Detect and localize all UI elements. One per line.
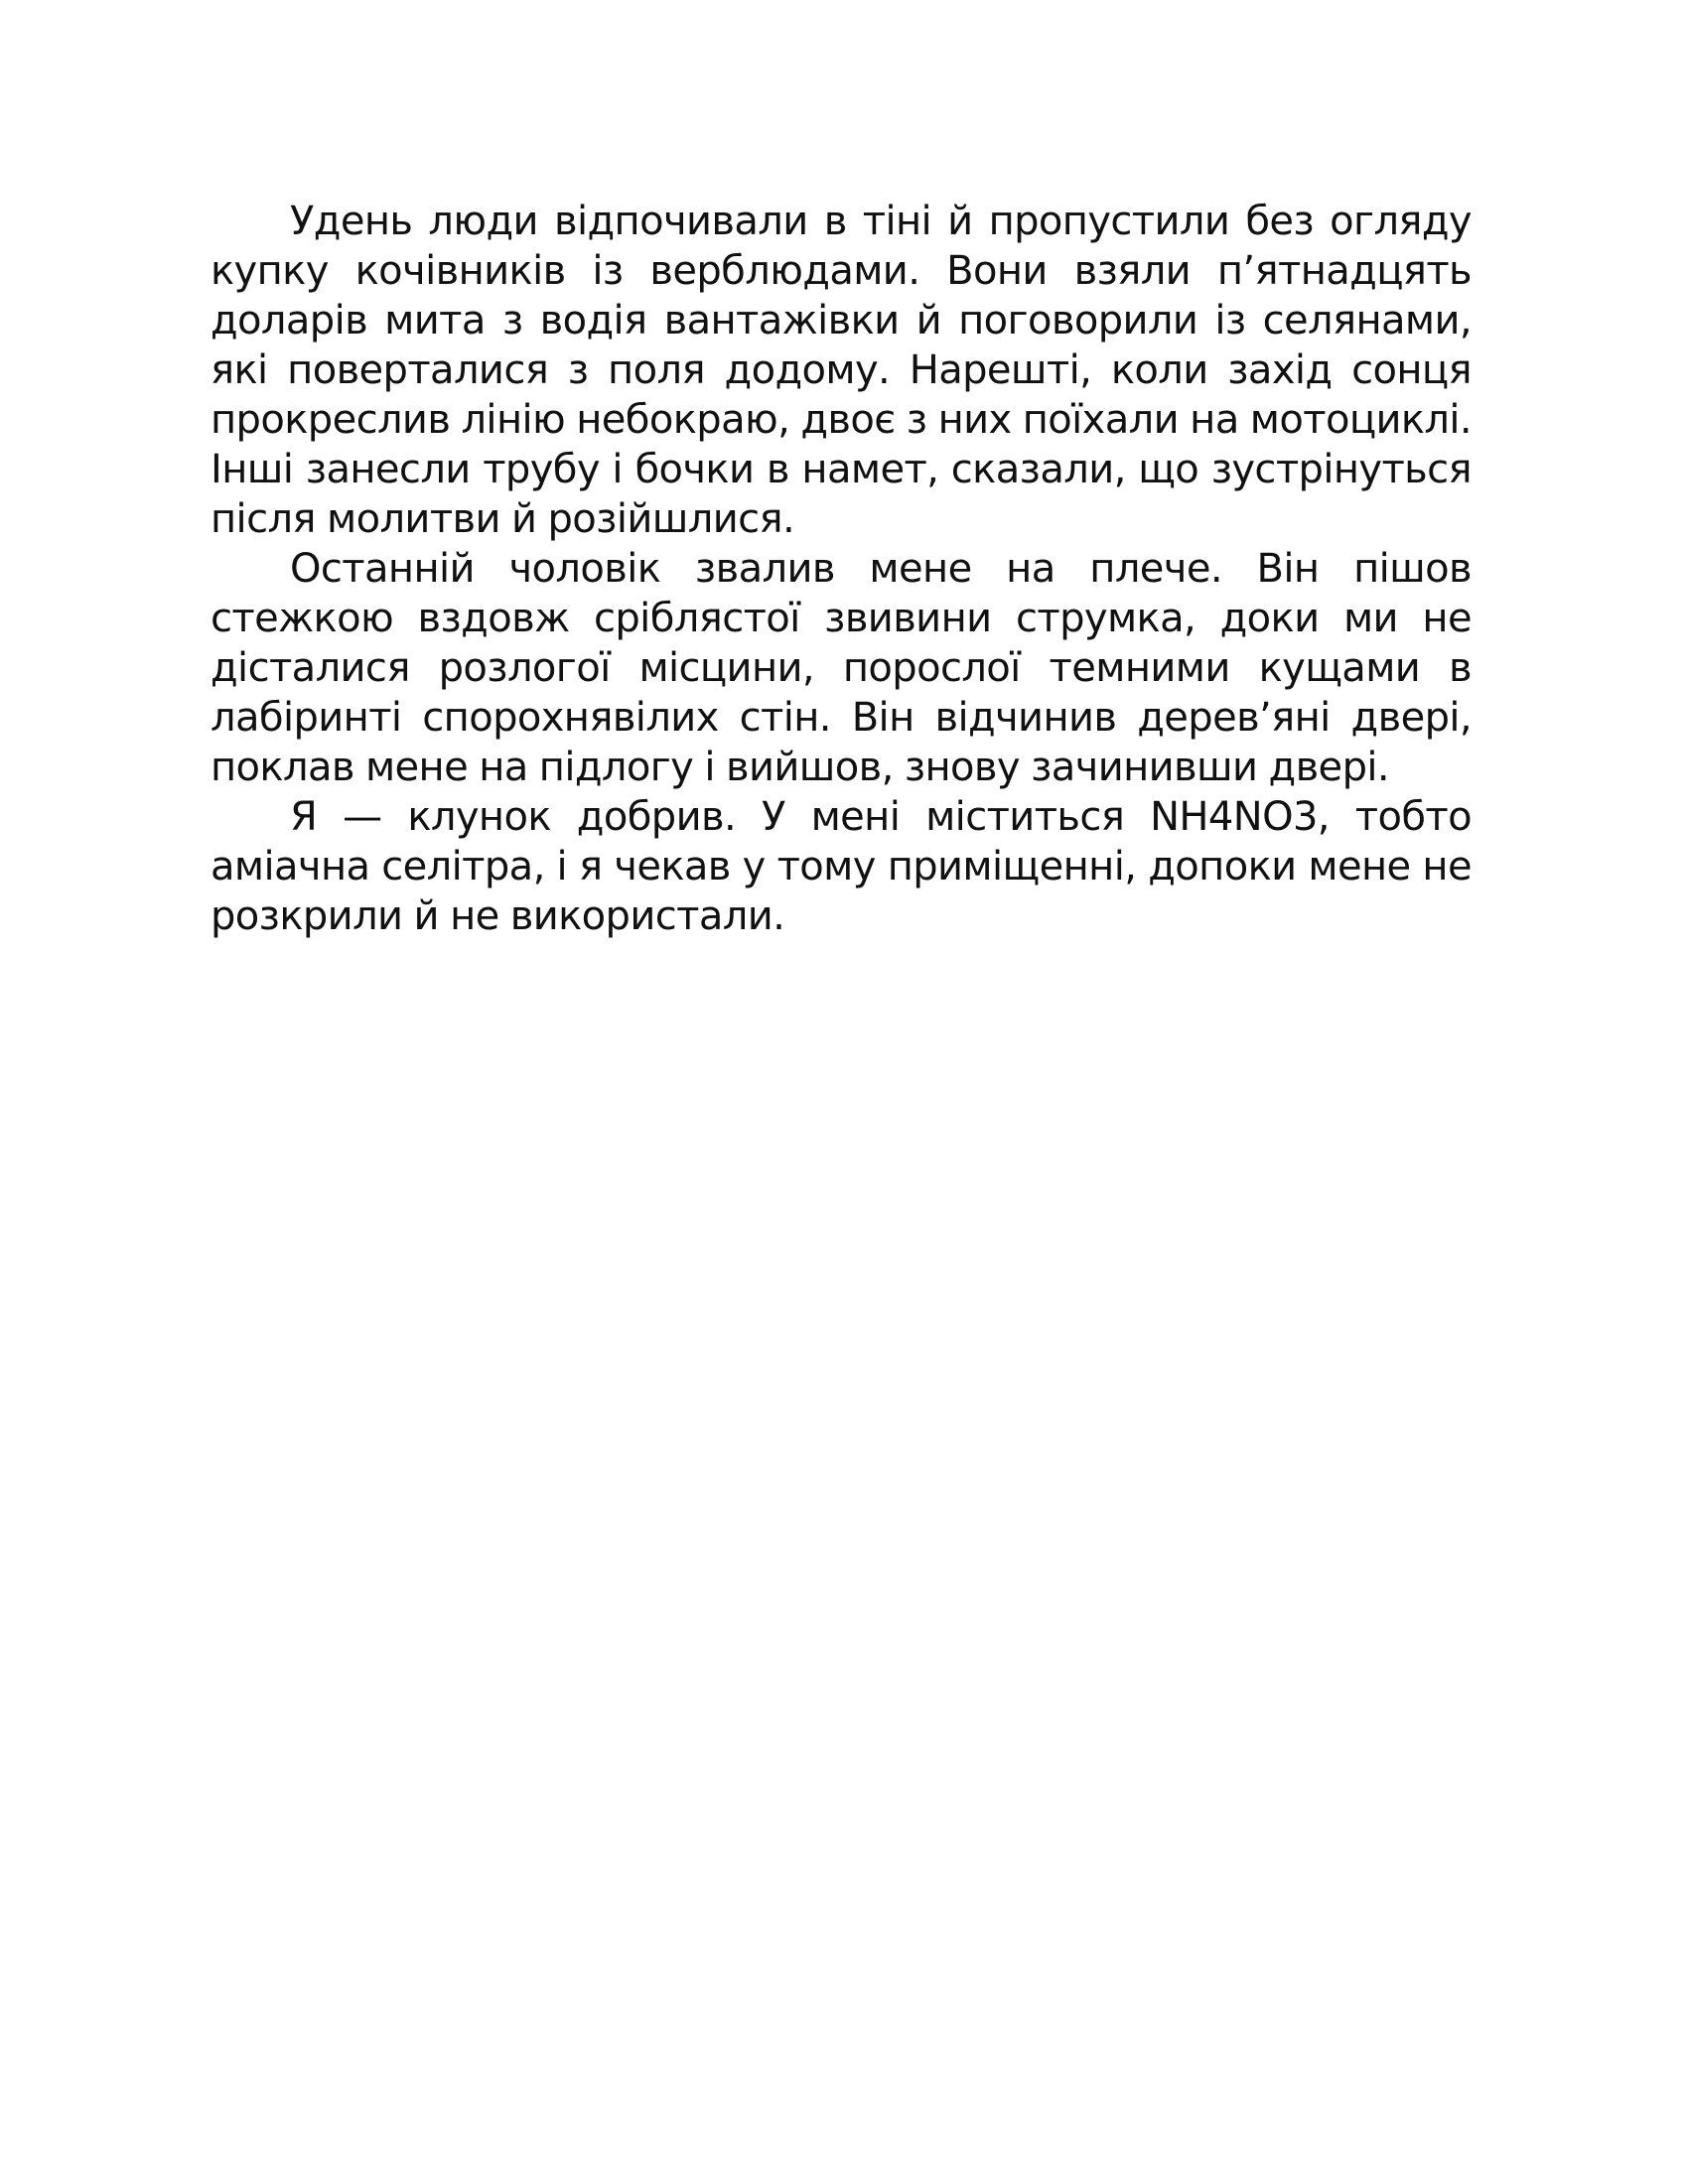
paragraph-3: Я — клунок добрив. У мені міститься NH4NO3, тобто аміачна селітра, і я чекав у тому приміщенні, допоки мене не розкрили й не використали. — [211, 794, 1472, 939]
body-text — [211, 197, 1472, 941]
paragraph-2: Останній чоловік звалив мене на плече. Він пішов стежкою вздовж сріблястої звивини струмка, доки ми не дісталися розлогої місцини, порослої темними кущами в лабіринті спорохнявілих стін. Він відчинив дерев’яні двері, поклав мене на підлогу і вийшов, знову зачинивши двері. — [211, 546, 1472, 790]
paragraph-1: Удень люди відпочивали в тіні й пропустили без огляду купку кочівників із верблюдами. Вони взяли п’ятнадцять доларів мита з водія вантажівки й поговорили із селянами, які поверталися з поля додому. Нарешті, коли захід сонця прокреслив лінію небокраю, двоє з них поїхали на мотоциклі. Інші занесли трубу і бочки в намет, сказали, що зустрінуться після молитви й розійшлися. — [211, 199, 1472, 542]
